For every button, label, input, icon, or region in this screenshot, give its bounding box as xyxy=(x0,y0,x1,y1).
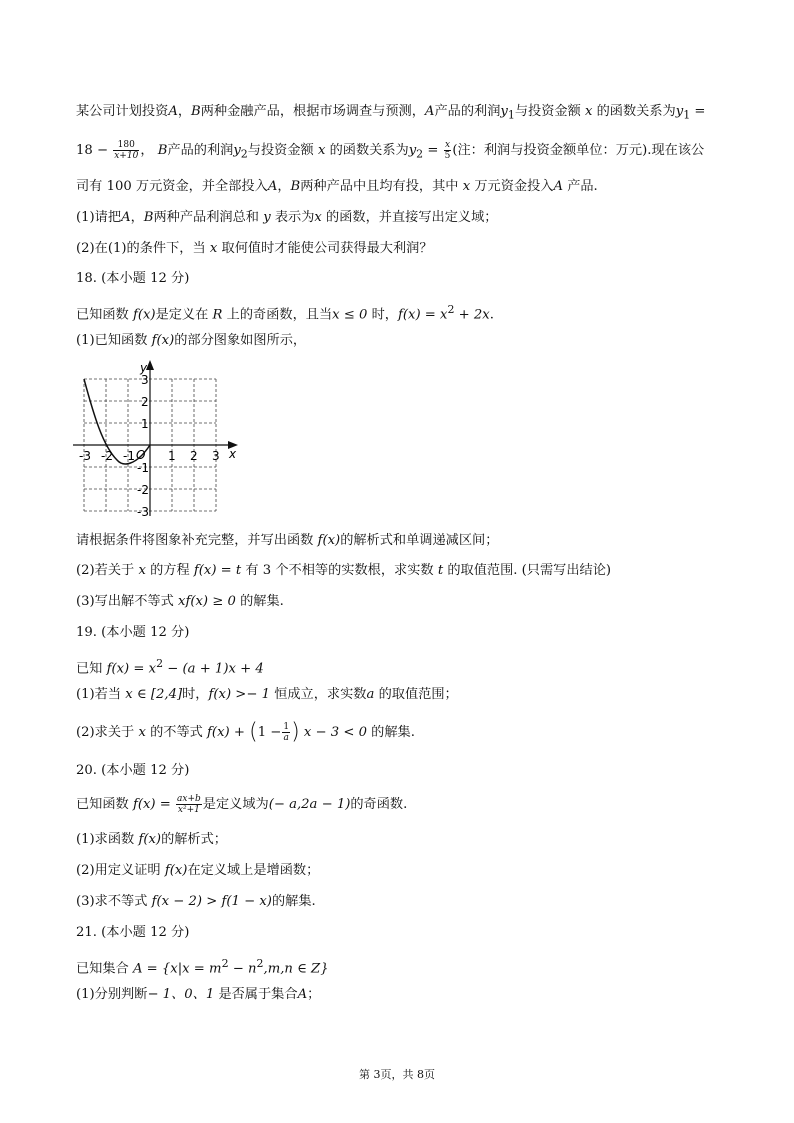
y-tick-3: 3 xyxy=(141,373,149,387)
y-tick-neg3: -3 xyxy=(137,505,149,519)
q20-title: 20. (本小题 12 分) xyxy=(76,763,190,778)
p17-line-3: 司有 100 万元资金，并全部投入A，B两种产品中且均有投，其中 x 万元资金投入A 产品. xyxy=(76,179,598,194)
q19-title: 19. (本小题 12 分) xyxy=(76,625,190,640)
y-axis-arrow xyxy=(146,360,154,370)
origin-label: O xyxy=(136,448,146,462)
x-tick-neg1: -1 xyxy=(123,449,135,463)
p17-line-1: 某公司计划投资A，B两种金融产品，根据市场调查与预测，A产品的利润$y_1$与投资金额 x 的函数关系为$y_1$ = xyxy=(76,104,706,122)
q21-title: 21. (本小题 12 分) xyxy=(76,925,190,940)
page-footer: 第 3页，共 8页 xyxy=(359,1068,435,1081)
fraction-180: $\frac{180}{x+10}$ xyxy=(114,140,139,161)
function-graph xyxy=(70,356,250,521)
y-tick-neg1: -1 xyxy=(137,461,149,475)
x-tick-neg2: -2 xyxy=(101,449,113,463)
q20-part-2: (2)用定义证明 f(x)在定义域上是增函数； xyxy=(76,863,320,878)
y-tick-1: 1 xyxy=(141,417,149,431)
y-tick-2: 2 xyxy=(141,395,149,409)
q20-line-1: 已知函数 f(x) = $\frac{ax+b}{\text{x²+1}}$ 是定义域为(− a,2a − 1)的奇函数. xyxy=(76,794,408,815)
x-axis-label: x xyxy=(229,447,237,461)
q21-part-1: (1)分别判断− 1、0、1 是否属于集合A； xyxy=(76,987,321,1002)
x-tick-1: 1 xyxy=(168,449,176,463)
p17-part-1: (1)请把A，B两种产品利润总和 y 表示为x 的函数，并直接写出定义域； xyxy=(76,210,498,225)
x-tick-neg3: -3 xyxy=(79,449,91,463)
q18-line-1: 已知函数 f(x)是定义在 R 上的奇函数，且当x ≤ 0 时，$f(x) = x^2 + 2x$. xyxy=(76,303,494,323)
x-tick-2: 2 xyxy=(190,449,198,463)
fraction-x-over-5: $\frac{x}{5}$ xyxy=(444,140,451,161)
y-axis-label: y xyxy=(140,361,148,375)
q18-title: 18. (本小题 12 分) xyxy=(76,271,190,286)
fraction-axb-over-x2p1: $\frac{ax+b}{\text{x²+1}}$ xyxy=(177,794,201,815)
q20-part-1: (1)求函数 f(x)的解析式； xyxy=(76,832,227,847)
q18-line-3: 请根据条件将图象补充完整，并写出函数 f(x)的解析式和单调递减区间； xyxy=(76,533,499,548)
q21-line-1: 已知集合 $A = \{x|x = m^2 - n^2,m,n$ ∈ Z} xyxy=(76,957,329,977)
q19-line-1: 已知 $f(x) = x^2 - (a + 1)x + 4$ xyxy=(76,657,264,677)
q20-part-3: (3)求不等式 f(x − 2) > f(1 − x)的解集. xyxy=(76,894,316,909)
q18-part-2: (2)若关于 x 的方程 f(x) = t 有 3 个不相等的实数根，求实数 t 的取值范围. (只需写出结论) xyxy=(76,563,612,578)
fraction-1-over-a: $\frac{1}{a}$ xyxy=(283,722,290,743)
y-tick-neg2: -2 xyxy=(137,483,149,497)
q19-part-2: (2)求关于 x 的不等式 f(x) + (1 − $\frac{1}{a}$ ) x − 3 < 0 的解集. xyxy=(76,719,415,745)
p17-line-2: 18 − $\frac{180}{x+10}$ ， B产品的利润$y_2$与投资金额 x 的函数关系为$y_2$ = $\frac{x}{5}$ (注：利润与投资金额单位：万元).现在该公 xyxy=(76,140,705,161)
q18-line-2: (1)已知函数 f(x)的部分图象如图所示， xyxy=(76,333,307,348)
q19-part-1: (1)若当 x ∈ [2,4]时，f(x) >− 1 恒成立，求实数a 的取值范围； xyxy=(76,687,458,702)
x-tick-3: 3 xyxy=(212,449,220,463)
q18-part-3: (3)写出解不等式 xf(x) ≥ 0 的解集. xyxy=(76,594,284,609)
p17-part-2: (2)在(1)的条件下，当 x 取何值时才能使公司获得最大利润？ xyxy=(76,241,433,256)
